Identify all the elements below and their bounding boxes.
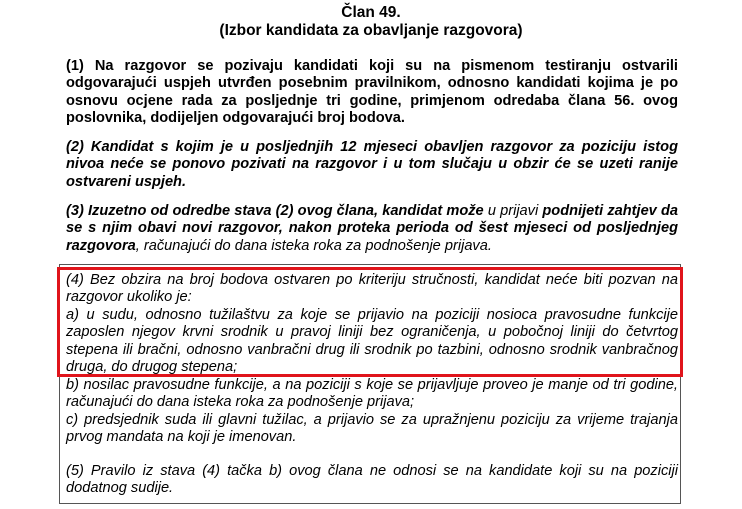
article-subtitle: (Izbor kandidata za obavljanje razgovora)	[219, 22, 523, 39]
paragraph-4-item-c: c) predsjednik suda ili glavni tužilac, a prijavio se za upražnjenu poziciju za vrijeme trajanja prvog mandata na koji je imenovan.	[66, 412, 678, 446]
paragraph-4-item-a: a) u sudu, odnosno tužilaštvu za koje se prijavio na poziciji nosioca pravosudne funkcije zaposlen njegov krvni srodnik u pravoj liniji bez ograničenja, u pobočnoj liniji do četvrtog stepena ili bračni, odnosno vanbračni drug ili srodnik po tazbini, odnosno srodnik vanbračnog druga, do drugog stepena;	[66, 307, 678, 376]
paragraph-1: (1) Na razgovor se pozivaju kandidati koji su na pismenom testiranju ostvarili odgovarajući uspjeh utvrđen posebnim pravilnikom, odnosno kandidati kojima je po osnovu ocjene rada za posljednje tri godine, primjenom odredaba člana 56. ovog poslovnika, dodijeljen odgovarajući broj bodova.	[66, 58, 678, 127]
highlight-rectangle	[57, 267, 683, 377]
paragraph-3-part-d: , računajući do dana isteka roka za podnošenje prijava.	[135, 237, 492, 254]
paragraph-4-item-b: b) nosilac pravosudne funkcije, a na poziciji s koje se prijavljuje proveo je manje od tri godine, računajući do dana isteka roka za podnošenje prijava;	[66, 377, 678, 411]
paragraph-5: (5) Pravilo iz stava (4) tačka b) ovog člana ne odnosi se na kandidate koji su na poziciji dodatnog sudije.	[66, 463, 678, 497]
paragraph-4-intro: (4) Bez obzira na broj bodova ostvaren po kriteriju stručnosti, kandidat neće biti pozvan na razgovor ukoliko je:	[66, 272, 678, 306]
article-title: Član 49.	[341, 4, 401, 21]
paragraph-3-part-a: (3) Izuzetno od odredbe stava (2) ovog člana, kandidat može	[66, 203, 484, 219]
paragraph-2: (2) Kandidat s kojim je u posljednjih 12 mjeseci obavljen razgovor za poziciju istog nivoa neće se ponovo pozivati na razgovor i u tom slučaju u obzir će se uzeti ranije ostvareni uspjeh.	[66, 139, 678, 190]
paragraph-3-part-c: podnijeti zahtjev da se s njim obavi novi razgovor, nakon proteka perioda od šest mjeseci od posljednjeg razgovora	[66, 203, 678, 254]
paragraph-3-part-b: u prijavi	[487, 203, 539, 219]
paragraph-3	[66, 203, 678, 255]
